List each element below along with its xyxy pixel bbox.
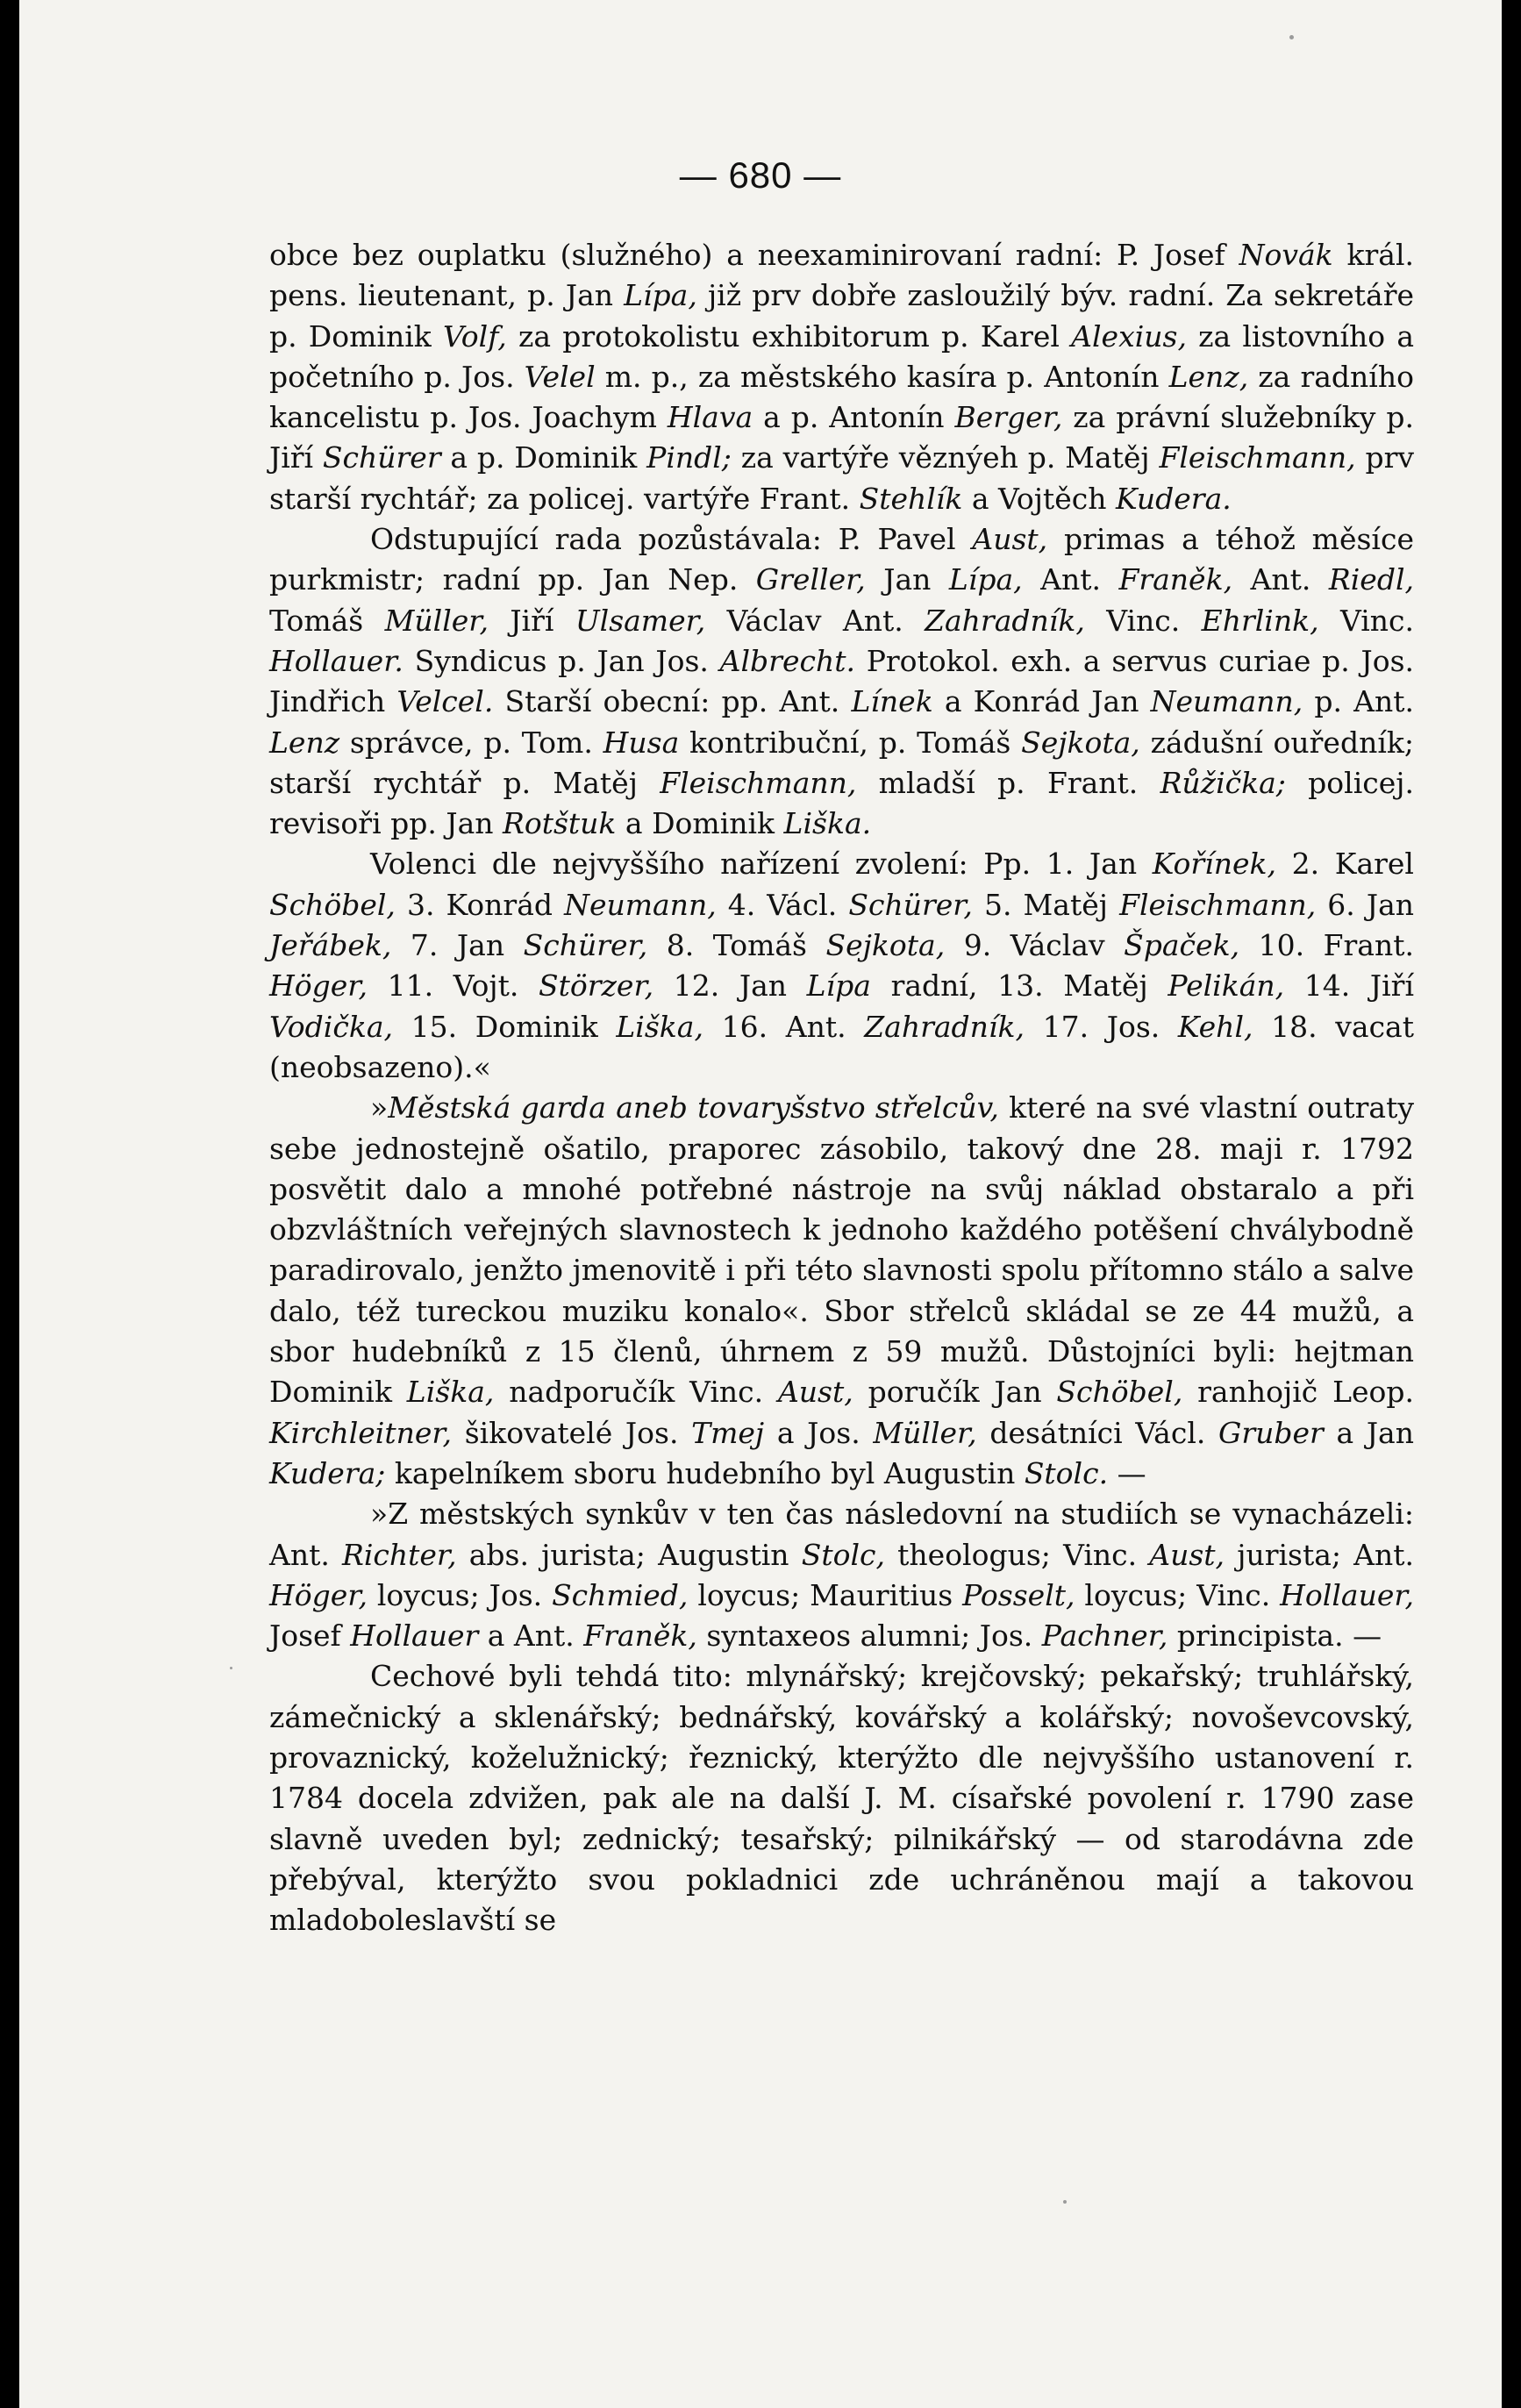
page-number: — 680 — (679, 154, 842, 196)
body-text (269, 235, 1414, 1940)
scan-speck (1063, 2200, 1067, 2204)
paragraph-guilds: Cechové byli tehdá tito: mlynářský; krejčovský; pekařský; truhlářský, zámečnický a sklenářský; bednářský, kovářský a kolářský; novoševcovský, provaznický, koželužnický; řeznický, kterýžto dle nejvyššího ustanovení r. 1784 docela zdvižen, pak ale na další J. M. císařské povolení r. 1790 zase slavně uveden byl; zednický; tesařský; pilnikářský — od starodávna zde přebýval, kterýžto svou pokladnici zde uchráněnou mají a takovou mladoboleslavští se (269, 1659, 1414, 1938)
paragraph-council-appointments: obce bez ouplatku (služného) a neexaminirovaní radní: P. Josef Novák král. pens. lieutenant, p. Jan Lípa, již prv dobře zasloužilý býv. radní. Za sekretáře p. Dominik Volf, za protokolistu exhibitorum p. Karel Alexius, za listovního a početního p. Jos. Velel m. p., za městského kasíra p. Antonín Lenz, za radního kancelistu p. Jos. Joachym Hlava a p. Antonín Berger, za právní služebníky p. Jiří Schürer a p. Dominik Pindl; za vartýře věznýeh p. Matěj Fleischmann, prv starší rychtář; za policej. vartýře Frant. Stehlík a Vojtěch Kudera. (269, 238, 1415, 516)
scanned-page (19, 0, 1502, 2408)
paragraph-electors: Volenci dle nejvyššího nařízení zvolení: Pp. 1. Jan Kořínek, 2. Karel Schöbel, 3. Konrád Neumann, 4. Václ. Schürer, 5. Matěj Fleischmann, 6. Jan Jeřábek, 7. Jan Schürer, 8. Tomáš Sejkota, 9. Václav Špaček, 10. Frant. Höger, 11. Vojt. Störzer, 12. Jan Lípa radní, 13. Matěj Pelikán, 14. Jiří Vodička, 15. Dominik Liška, 16. Ant. Zahradník, 17. Jos. Kehl, 18. vacat (neobsazeno).« (269, 847, 1414, 1084)
scan-speck (1289, 35, 1294, 39)
paragraph-students: »Z městských synkův v ten čas následovní na studiích se vynacházeli: Ant. Richter, abs. jurista; Augustin Stolc, theologus; Vinc. Aust, jurista; Ant. Höger, loycus; Jos. Schmied, loycus; Mauritius Posselt, loycus; Vinc. Hollauer, Josef Hollauer a Ant. Franěk, syntaxeos alumni; Jos. Pachner, principista. — (269, 1497, 1415, 1654)
paragraph-outgoing-council: Odstupující rada pozůstávala: P. Pavel Aust, primas a téhož měsíce purkmistr; radní pp. Jan Nep. Greller, Jan Lípa, Ant. Franěk, Ant. Riedl, Tomáš Müller, Jiří Ulsamer, Václav Ant. Zahradník, Vinc. Ehrlink, Vinc. Hollauer. Syndicus p. Jan Jos. Albrecht. Protokol. exh. a servus curiae p. Jos. Jindřich Velcel. Starší obecní: pp. Ant. Línek a Konrád Jan Neumann, p. Ant. Lenz správce, p. Tom. Husa kontribuční, p. Tomáš Sejkota, zádušní ouředník; starší rychtář p. Matěj Fleischmann, mladší p. Frant. Růžička; policej. revisoři pp. Jan Rotštuk a Dominik Liška. (269, 522, 1415, 841)
paragraph-town-guard: »Městská garda aneb tovaryšstvo střelcův, které na své vlastní outraty sebe jednostejně ošatilo, praporec zásobilo, takový dne 28. maji r. 1792 posvětit dalo a mnohé potřebné nástroje na svůj náklad obstaralo a při obzvláštních veřejných slavnostech k jednoho každého potěšení chválybodně paradirovalo, jenžto jmenovitě i při této slavnosti spolu přítomno stálo a salve dalo, též tureckou muziku konalo«. Sbor střelců skládal se ze 44 mužů, a sbor hudebníků z 15 členů, úhrnem z 59 mužů. Důstojníci byli: hejtman Dominik Liška, nadporučík Vinc. Aust, poručík Jan Schöbel, ranhojič Leop. Kirchleitner, šikovatelé Jos. Tmej a Jos. Müller, desátníci Václ. Gruber a Jan Kudera; kapelníkem sboru hudebního byl Augustin Stolc. — (269, 1090, 1414, 1490)
scan-speck (230, 1667, 232, 1669)
